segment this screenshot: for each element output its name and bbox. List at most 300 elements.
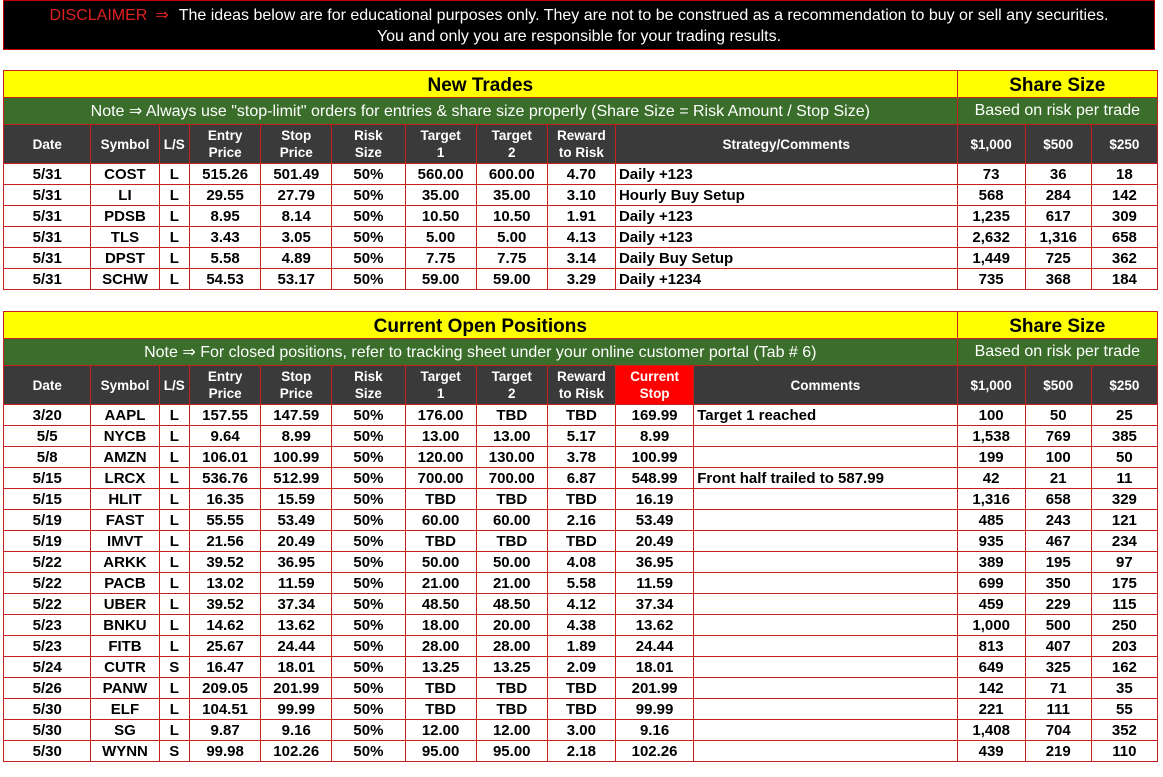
cell-ls: L (159, 405, 189, 426)
cell-cur: 13.62 (615, 615, 693, 636)
cell-t2: TBD (476, 699, 547, 720)
cell-rr: 3.14 (547, 248, 615, 269)
cell-t1: 50.00 (405, 552, 476, 573)
header-target-1: Target 1 (405, 125, 476, 164)
header-current-stop: Current Stop (615, 366, 693, 405)
cell-s1000: 221 (957, 699, 1025, 720)
cell-risk: 50% (332, 636, 405, 657)
cell-cur: 16.19 (615, 489, 693, 510)
cell-stop: 8.14 (261, 206, 332, 227)
cell-comments (694, 615, 957, 636)
cell-cur: 548.99 (615, 468, 693, 489)
cell-rr: 2.18 (547, 741, 615, 762)
cell-date: 5/22 (4, 594, 91, 615)
cell-s1000: 100 (957, 405, 1025, 426)
cell-date: 5/26 (4, 678, 91, 699)
cell-date: 5/30 (4, 741, 91, 762)
cell-symbol: TLS (91, 227, 159, 248)
cell-stop: 100.99 (261, 447, 332, 468)
cell-s500: 658 (1025, 489, 1091, 510)
cell-symbol: FAST (91, 510, 159, 531)
cell-comments (694, 552, 957, 573)
table-row (4, 405, 1158, 426)
cell-rr: TBD (547, 699, 615, 720)
cell-rr: TBD (547, 678, 615, 699)
cell-symbol: PANW (91, 678, 159, 699)
cell-s500: 368 (1025, 269, 1091, 290)
cell-s250: 385 (1091, 426, 1157, 447)
cell-symbol: DPST (91, 248, 159, 269)
cell-date: 5/24 (4, 657, 91, 678)
new-trades-table (3, 70, 1158, 290)
cell-ls: L (159, 573, 189, 594)
cell-ls: L (159, 426, 189, 447)
cell-cur: 20.49 (615, 531, 693, 552)
cell-stop: 11.59 (261, 573, 332, 594)
header-symbol: Symbol (91, 366, 159, 405)
cell-s1000: 1,000 (957, 615, 1025, 636)
cell-s500: 725 (1025, 248, 1091, 269)
open-positions-title-row (4, 312, 1158, 339)
cell-t2: 50.00 (476, 552, 547, 573)
table-row (4, 741, 1158, 762)
cell-s500: 704 (1025, 720, 1091, 741)
header-entry-price: Entry Price (190, 366, 261, 405)
cell-ls: L (159, 206, 190, 227)
cell-entry: 9.64 (190, 426, 261, 447)
cell-s1000: 735 (957, 269, 1025, 290)
table-row (4, 699, 1158, 720)
cell-ls: L (159, 447, 189, 468)
cell-symbol: LRCX (91, 468, 159, 489)
cell-s500: 195 (1025, 552, 1091, 573)
cell-comments: Daily +123 (615, 164, 957, 185)
cell-ls: L (159, 615, 189, 636)
header-target-2: Target 2 (476, 125, 547, 164)
new-trades-header-row (4, 125, 1158, 164)
cell-rr: 3.78 (547, 447, 615, 468)
cell-s250: 309 (1091, 206, 1157, 227)
cell-t1: 10.50 (405, 206, 476, 227)
cell-stop: 18.01 (261, 657, 332, 678)
cell-ls: S (159, 741, 189, 762)
cell-entry: 39.52 (190, 552, 261, 573)
cell-comments (694, 531, 957, 552)
header-reward-to-risk: Reward to Risk (547, 125, 615, 164)
cell-t2: 21.00 (476, 573, 547, 594)
cell-date: 5/19 (4, 531, 91, 552)
cell-t2: 5.00 (476, 227, 547, 248)
cell-date: 5/8 (4, 447, 91, 468)
cell-entry: 55.55 (190, 510, 261, 531)
new-trades-note-row (4, 98, 1158, 125)
cell-t2: 20.00 (476, 615, 547, 636)
cell-ls: S (159, 657, 189, 678)
cell-stop: 147.59 (261, 405, 332, 426)
table-row (4, 447, 1158, 468)
table-row (4, 657, 1158, 678)
table-row (4, 164, 1158, 185)
cell-ls: L (159, 552, 189, 573)
cell-s250: 352 (1091, 720, 1157, 741)
cell-t1: 7.75 (405, 248, 476, 269)
table-row (4, 510, 1158, 531)
disclaimer-text: The ideas below are for educational purposes only. They are not to be construed as a recommendation to buy or sell any securities. (178, 7, 1109, 24)
cell-t2: 35.00 (476, 185, 547, 206)
cell-symbol: BNKU (91, 615, 159, 636)
cell-risk: 50% (332, 405, 405, 426)
cell-s1000: 1,538 (957, 426, 1025, 447)
cell-ls: L (159, 594, 189, 615)
cell-s250: 162 (1091, 657, 1157, 678)
cell-date: 5/31 (4, 227, 91, 248)
cell-comments (694, 489, 957, 510)
cell-date: 3/20 (4, 405, 91, 426)
table-row (4, 426, 1158, 447)
cell-entry: 54.53 (190, 269, 261, 290)
cell-cur: 100.99 (615, 447, 693, 468)
cell-symbol: PDSB (91, 206, 159, 227)
cell-t2: 60.00 (476, 510, 547, 531)
cell-ls: L (159, 164, 190, 185)
cell-t2: 700.00 (476, 468, 547, 489)
cell-t2: TBD (476, 405, 547, 426)
cell-entry: 13.02 (190, 573, 261, 594)
cell-s500: 1,316 (1025, 227, 1091, 248)
cell-comments (694, 447, 957, 468)
cell-s500: 50 (1025, 405, 1091, 426)
cell-s1000: 459 (957, 594, 1025, 615)
cell-ls: L (159, 531, 189, 552)
disclaimer-line-1 (4, 5, 1154, 26)
cell-s1000: 73 (957, 164, 1025, 185)
table-row (4, 489, 1158, 510)
header-size-1000: $1,000 (957, 125, 1025, 164)
cell-symbol: AMZN (91, 447, 159, 468)
cell-ls: L (159, 678, 189, 699)
cell-date: 5/31 (4, 269, 91, 290)
cell-s500: 100 (1025, 447, 1091, 468)
cell-ls: L (159, 269, 190, 290)
table-row (4, 206, 1158, 227)
cell-ls: L (159, 636, 189, 657)
new-trades-title-row (4, 71, 1158, 98)
cell-s250: 11 (1091, 468, 1157, 489)
header-entry-price: Entry Price (190, 125, 261, 164)
cell-cur: 18.01 (615, 657, 693, 678)
table-row (4, 678, 1158, 699)
cell-s1000: 485 (957, 510, 1025, 531)
cell-entry: 8.95 (190, 206, 261, 227)
cell-stop: 512.99 (261, 468, 332, 489)
cell-comments (694, 636, 957, 657)
cell-stop: 3.05 (261, 227, 332, 248)
table-row (4, 269, 1158, 290)
cell-t1: 700.00 (405, 468, 476, 489)
cell-cur: 9.16 (615, 720, 693, 741)
cell-symbol: AAPL (91, 405, 159, 426)
cell-s250: 110 (1091, 741, 1157, 762)
cell-symbol: SCHW (91, 269, 159, 290)
cell-rr: 4.12 (547, 594, 615, 615)
cell-cur: 169.99 (615, 405, 693, 426)
cell-comments (694, 657, 957, 678)
cell-t2: TBD (476, 678, 547, 699)
cell-stop: 20.49 (261, 531, 332, 552)
cell-s1000: 813 (957, 636, 1025, 657)
cell-entry: 106.01 (190, 447, 261, 468)
cell-risk: 50% (332, 426, 405, 447)
cell-s1000: 1,235 (957, 206, 1025, 227)
cell-s250: 97 (1091, 552, 1157, 573)
cell-entry: 14.62 (190, 615, 261, 636)
cell-s500: 769 (1025, 426, 1091, 447)
cell-risk: 50% (332, 447, 405, 468)
cell-comments (694, 699, 957, 720)
header-comments: Comments (694, 366, 957, 405)
cell-t2: TBD (476, 489, 547, 510)
cell-stop: 99.99 (261, 699, 332, 720)
header-size-500: $500 (1025, 125, 1091, 164)
cell-risk: 50% (332, 720, 405, 741)
cell-risk: 50% (332, 594, 405, 615)
open-positions-note-row (4, 339, 1158, 366)
table-row (4, 615, 1158, 636)
cell-t1: 5.00 (405, 227, 476, 248)
table-row (4, 248, 1158, 269)
header-size-250: $250 (1091, 125, 1157, 164)
cell-risk: 50% (332, 531, 405, 552)
share-size-title: Share Size (957, 71, 1157, 98)
cell-risk: 50% (332, 741, 405, 762)
cell-s250: 115 (1091, 594, 1157, 615)
cell-s500: 111 (1025, 699, 1091, 720)
table-row (4, 573, 1158, 594)
cell-date: 5/31 (4, 185, 91, 206)
cell-comments (694, 720, 957, 741)
cell-symbol: IMVT (91, 531, 159, 552)
cell-s500: 284 (1025, 185, 1091, 206)
cell-rr: TBD (547, 531, 615, 552)
cell-rr: TBD (547, 405, 615, 426)
cell-cur: 24.44 (615, 636, 693, 657)
cell-entry: 209.05 (190, 678, 261, 699)
table-row (4, 468, 1158, 489)
cell-symbol: ARKK (91, 552, 159, 573)
cell-rr: 5.58 (547, 573, 615, 594)
cell-entry: 536.76 (190, 468, 261, 489)
cell-t1: 28.00 (405, 636, 476, 657)
cell-ls: L (159, 699, 189, 720)
cell-s500: 219 (1025, 741, 1091, 762)
cell-entry: 515.26 (190, 164, 261, 185)
header-target-2: Target 2 (476, 366, 547, 405)
cell-comments (694, 594, 957, 615)
table-row (4, 720, 1158, 741)
header-size-500: $500 (1025, 366, 1091, 405)
cell-t2: 59.00 (476, 269, 547, 290)
cell-date: 5/22 (4, 552, 91, 573)
cell-t2: 12.00 (476, 720, 547, 741)
cell-entry: 104.51 (190, 699, 261, 720)
cell-s1000: 42 (957, 468, 1025, 489)
cell-t2: 95.00 (476, 741, 547, 762)
cell-s250: 35 (1091, 678, 1157, 699)
cell-symbol: PACB (91, 573, 159, 594)
cell-t1: 12.00 (405, 720, 476, 741)
cell-stop: 27.79 (261, 185, 332, 206)
cell-s250: 55 (1091, 699, 1157, 720)
cell-rr: 4.13 (547, 227, 615, 248)
section-title: New Trades (4, 71, 958, 98)
cell-s250: 658 (1091, 227, 1157, 248)
cell-t1: TBD (405, 678, 476, 699)
cell-ls: L (159, 468, 189, 489)
cell-t2: 10.50 (476, 206, 547, 227)
cell-comments: Hourly Buy Setup (615, 185, 957, 206)
cell-risk: 50% (332, 657, 405, 678)
cell-entry: 16.47 (190, 657, 261, 678)
cell-t1: 48.50 (405, 594, 476, 615)
cell-cur: 8.99 (615, 426, 693, 447)
cell-t1: 60.00 (405, 510, 476, 531)
cell-risk: 50% (332, 510, 405, 531)
cell-s500: 36 (1025, 164, 1091, 185)
cell-s1000: 199 (957, 447, 1025, 468)
cell-ls: L (159, 720, 189, 741)
cell-cur: 53.49 (615, 510, 693, 531)
cell-date: 5/30 (4, 720, 91, 741)
cell-s1000: 1,449 (957, 248, 1025, 269)
cell-s250: 25 (1091, 405, 1157, 426)
cell-stop: 8.99 (261, 426, 332, 447)
cell-cur: 11.59 (615, 573, 693, 594)
header-size-250: $250 (1091, 366, 1157, 405)
cell-t1: 95.00 (405, 741, 476, 762)
cell-comments (694, 678, 957, 699)
header-symbol: Symbol (91, 125, 159, 164)
cell-s250: 18 (1091, 164, 1157, 185)
header-stop-price: Stop Price (261, 125, 332, 164)
cell-stop: 9.16 (261, 720, 332, 741)
cell-date: 5/30 (4, 699, 91, 720)
cell-rr: 2.09 (547, 657, 615, 678)
cell-risk: 50% (332, 699, 405, 720)
cell-date: 5/22 (4, 573, 91, 594)
cell-date: 5/23 (4, 615, 91, 636)
cell-s250: 184 (1091, 269, 1157, 290)
cell-ls: L (159, 510, 189, 531)
header-ls: L/S (159, 125, 190, 164)
cell-stop: 501.49 (261, 164, 332, 185)
disclaimer-label: DISCLAIMER (49, 7, 148, 24)
cell-stop: 102.26 (261, 741, 332, 762)
cell-symbol: NYCB (91, 426, 159, 447)
cell-t1: 560.00 (405, 164, 476, 185)
cell-s1000: 935 (957, 531, 1025, 552)
cell-s500: 350 (1025, 573, 1091, 594)
cell-cur: 36.95 (615, 552, 693, 573)
cell-t1: 21.00 (405, 573, 476, 594)
new-trades-rows (4, 164, 1158, 290)
cell-t1: 13.25 (405, 657, 476, 678)
table-row (4, 594, 1158, 615)
header-size-1000: $1,000 (957, 366, 1025, 405)
cell-s250: 142 (1091, 185, 1157, 206)
cell-s500: 243 (1025, 510, 1091, 531)
header-target-1: Target 1 (405, 366, 476, 405)
cell-date: 5/5 (4, 426, 91, 447)
header-risk-size: Risk Size (332, 366, 405, 405)
cell-t1: 176.00 (405, 405, 476, 426)
header-risk-size: Risk Size (332, 125, 405, 164)
cell-comments (694, 573, 957, 594)
cell-s250: 362 (1091, 248, 1157, 269)
cell-date: 5/15 (4, 489, 91, 510)
cell-s250: 121 (1091, 510, 1157, 531)
cell-symbol: UBER (91, 594, 159, 615)
cell-stop: 53.49 (261, 510, 332, 531)
share-size-title: Share Size (957, 312, 1157, 339)
cell-comments: Front half trailed to 587.99 (694, 468, 957, 489)
cell-comments: Daily +123 (615, 227, 957, 248)
cell-s1000: 1,408 (957, 720, 1025, 741)
cell-rr: 4.08 (547, 552, 615, 573)
cell-s250: 50 (1091, 447, 1157, 468)
cell-rr: 5.17 (547, 426, 615, 447)
cell-s1000: 2,632 (957, 227, 1025, 248)
cell-s1000: 389 (957, 552, 1025, 573)
table-row (4, 552, 1158, 573)
cell-risk: 50% (332, 227, 405, 248)
cell-t2: 48.50 (476, 594, 547, 615)
cell-rr: 1.89 (547, 636, 615, 657)
cell-rr: 4.70 (547, 164, 615, 185)
cell-date: 5/31 (4, 206, 91, 227)
cell-t2: 600.00 (476, 164, 547, 185)
cell-entry: 99.98 (190, 741, 261, 762)
open-positions-header-row (4, 366, 1158, 405)
cell-s250: 250 (1091, 615, 1157, 636)
section-title: Current Open Positions (4, 312, 958, 339)
cell-t1: 13.00 (405, 426, 476, 447)
header-comments: Strategy/Comments (615, 125, 957, 164)
cell-risk: 50% (332, 164, 405, 185)
cell-s500: 71 (1025, 678, 1091, 699)
cell-risk: 50% (332, 678, 405, 699)
cell-comments: Daily Buy Setup (615, 248, 957, 269)
cell-stop: 13.62 (261, 615, 332, 636)
cell-s500: 617 (1025, 206, 1091, 227)
cell-s1000: 1,316 (957, 489, 1025, 510)
cell-risk: 50% (332, 573, 405, 594)
table-row (4, 636, 1158, 657)
cell-stop: 36.95 (261, 552, 332, 573)
cell-symbol: CUTR (91, 657, 159, 678)
cell-s500: 500 (1025, 615, 1091, 636)
cell-rr: 3.29 (547, 269, 615, 290)
cell-ls: L (159, 248, 190, 269)
arrow-icon: ⇒ (155, 7, 169, 24)
cell-comments: Daily +1234 (615, 269, 957, 290)
cell-s1000: 649 (957, 657, 1025, 678)
cell-s250: 175 (1091, 573, 1157, 594)
header-reward-to-risk: Reward to Risk (547, 366, 615, 405)
cell-stop: 53.17 (261, 269, 332, 290)
cell-cur: 37.34 (615, 594, 693, 615)
cell-t2: 13.25 (476, 657, 547, 678)
cell-date: 5/31 (4, 248, 91, 269)
